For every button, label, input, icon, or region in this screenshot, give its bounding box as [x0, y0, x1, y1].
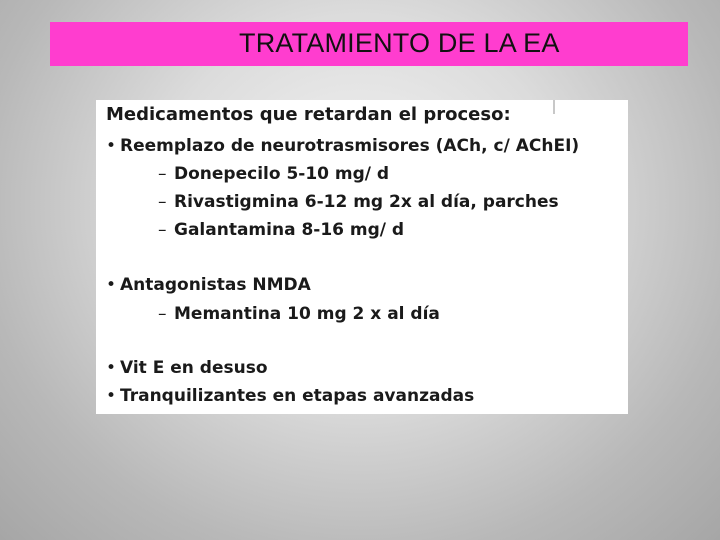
sub-item-donepecilo: [158, 164, 389, 184]
sub-item-rivastigmina: [158, 192, 559, 212]
sub-item-text: Memantina 10 mg 2 x al día: [174, 304, 440, 324]
bullet-text: Vit E en desuso: [120, 358, 268, 378]
divider-line: [553, 100, 555, 114]
bullet-item-tranquilizers: [106, 386, 474, 406]
bullet-item-nmda-antagonists: [106, 275, 311, 295]
title-bar: [50, 22, 688, 66]
bullet-icon: •: [106, 386, 117, 406]
bullet-icon: •: [106, 275, 117, 295]
sub-item-text: Donepecilo 5-10 mg/ d: [174, 164, 390, 184]
sub-item-galantamina: [158, 220, 404, 240]
content-heading: Medicamentos que retardan el proceso:: [106, 104, 511, 125]
slide-title: TRATAMIENTO DE LA EA: [239, 28, 560, 58]
bullet-text: Antagonistas NMDA: [120, 275, 311, 295]
dash-icon: –: [158, 164, 167, 184]
content-box: [96, 100, 628, 414]
sub-item-memantina: [158, 304, 440, 324]
sub-item-text: Galantamina 8-16 mg/ d: [174, 220, 405, 240]
bullet-item-vit-e: [106, 358, 268, 378]
bullet-text: Tranquilizantes en etapas avanzadas: [120, 386, 475, 406]
dash-icon: –: [158, 220, 167, 240]
bullet-icon: •: [106, 136, 117, 156]
dash-icon: –: [158, 304, 167, 324]
dash-icon: –: [158, 192, 167, 212]
sub-item-text: Rivastigmina 6-12 mg 2x al día, parches: [174, 192, 559, 212]
bullet-item-neurotransmitter-replacement: [106, 136, 579, 156]
bullet-icon: •: [106, 358, 117, 378]
bullet-text: Reemplazo de neurotrasmisores (ACh, c/ AChEI): [120, 136, 580, 156]
